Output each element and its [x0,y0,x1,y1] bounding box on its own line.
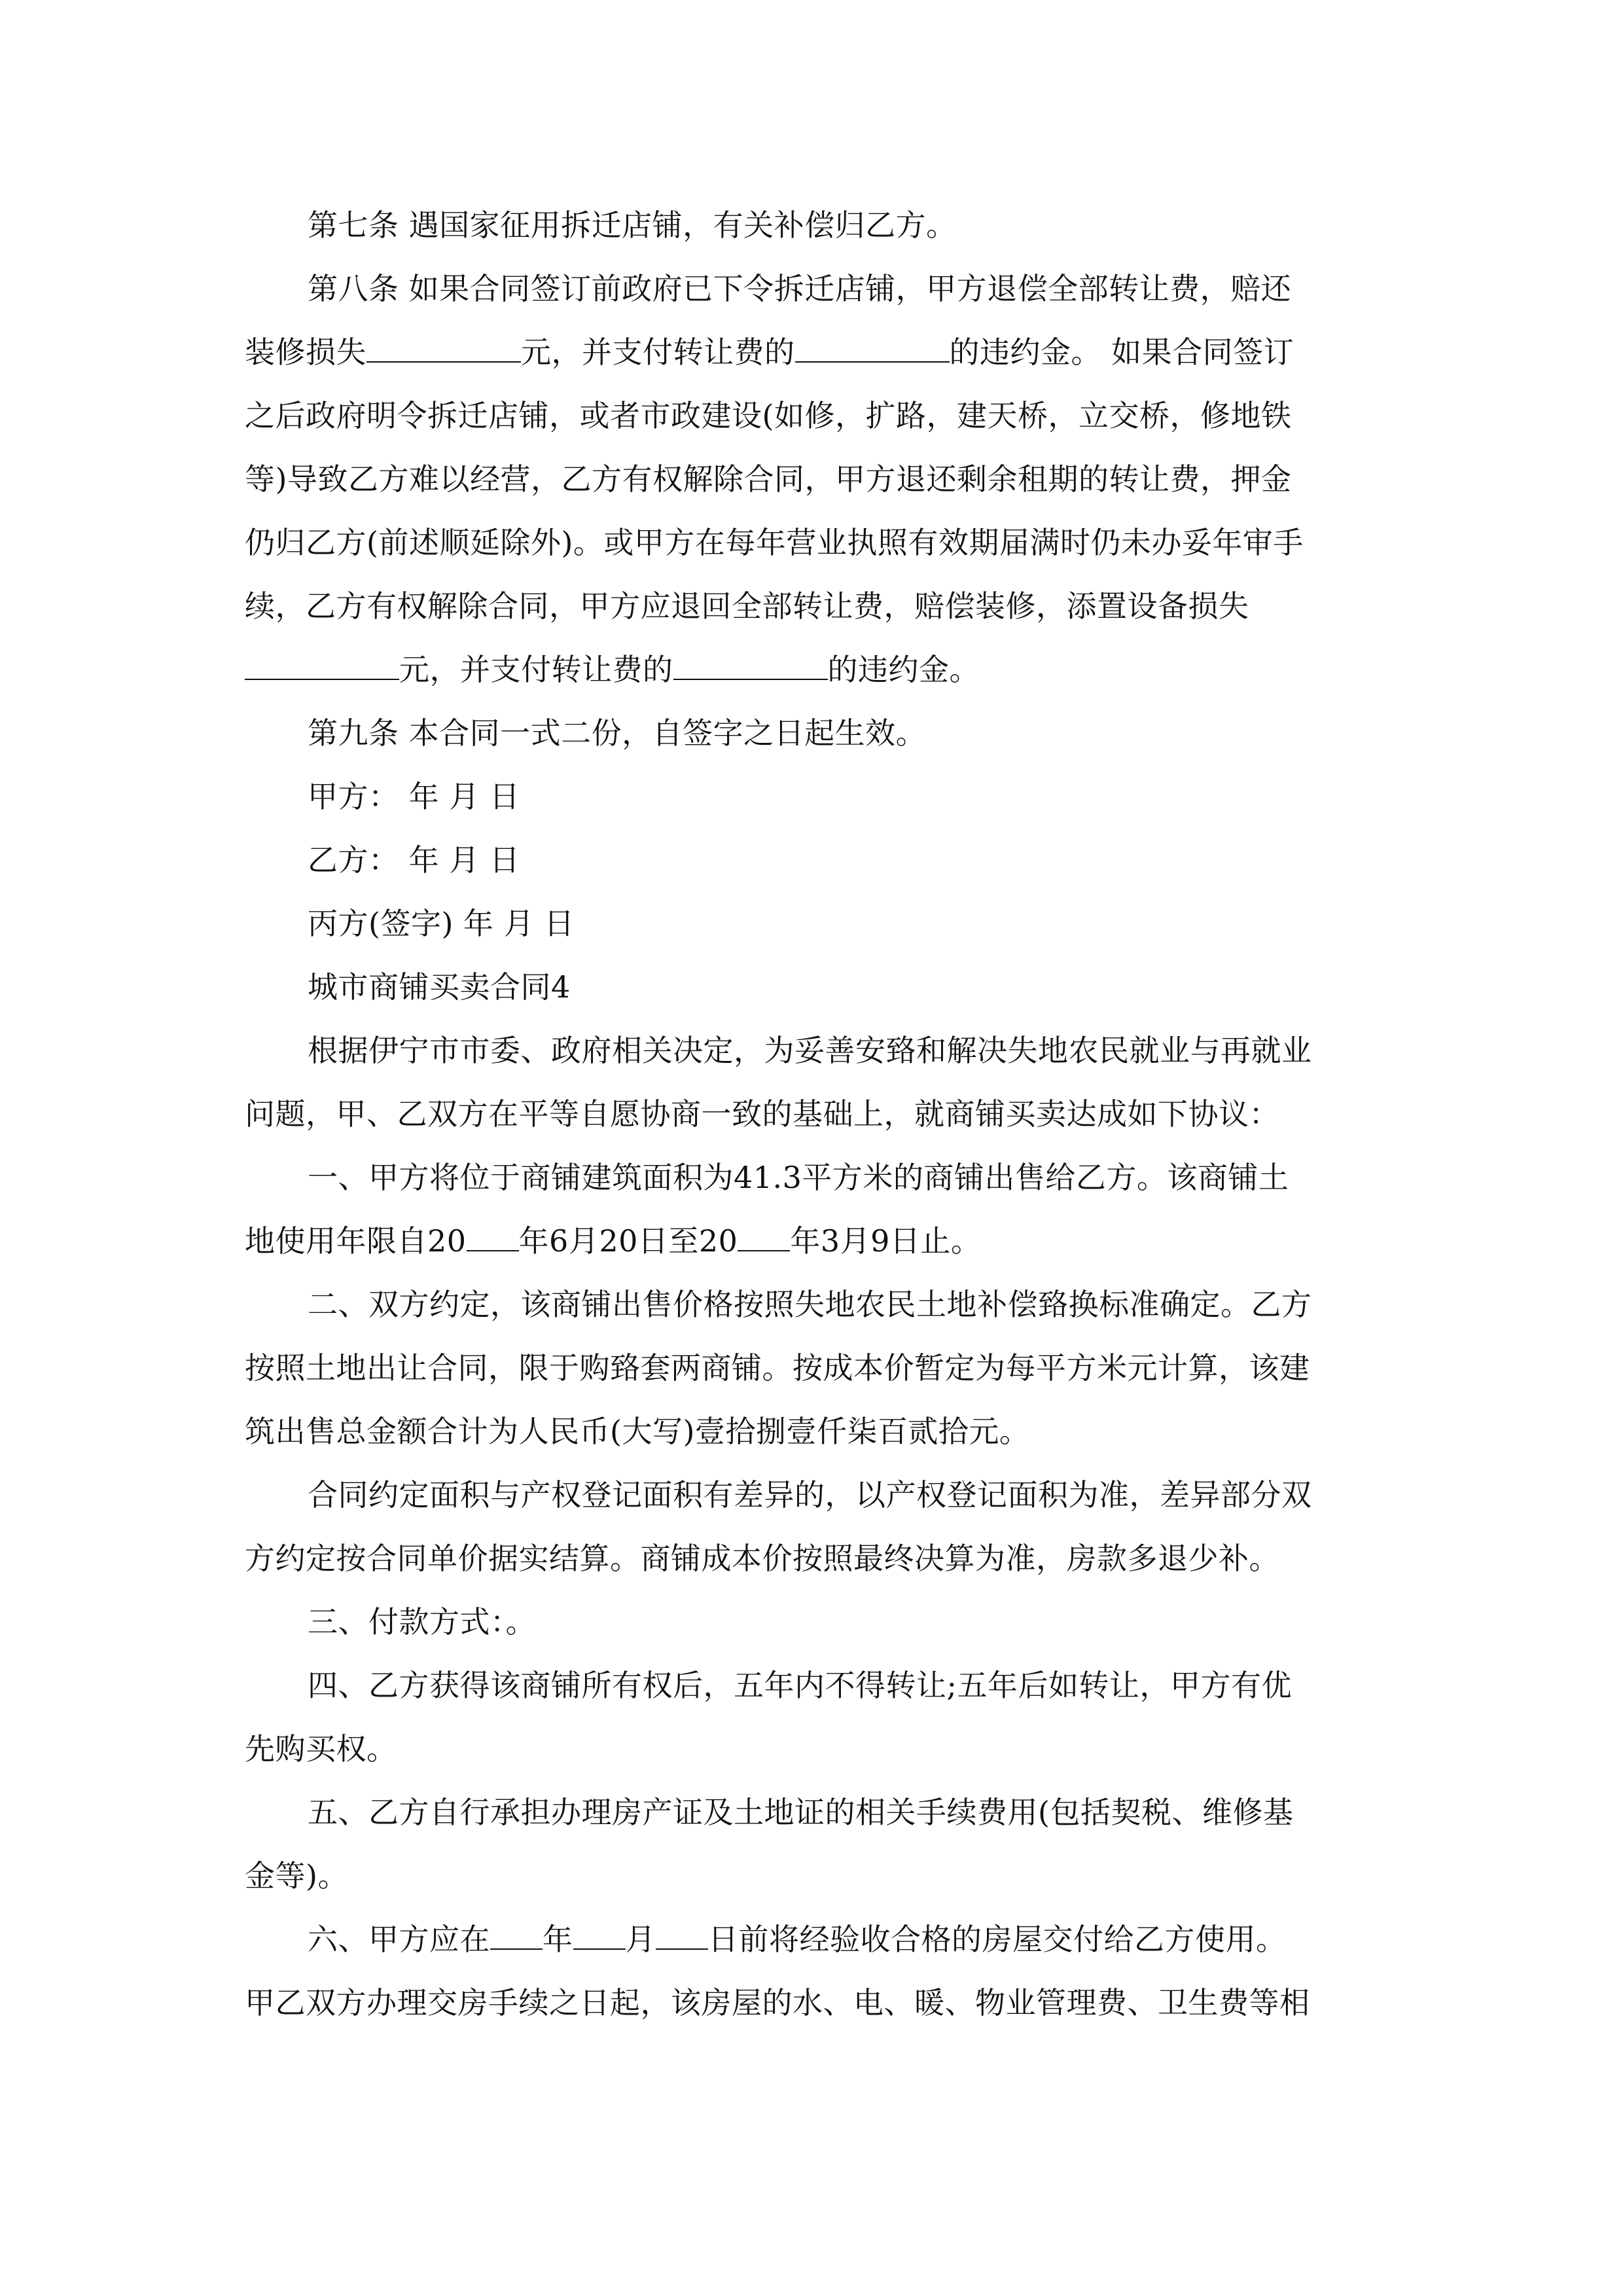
blank-field [738,1224,790,1251]
clause-4-line-1: 四、乙方获得该商铺所有权后，五年内不得转让;五年后如转让，甲方有优 [308,1668,1292,1703]
article-9: 第九条 本合同一式二份，自签字之日起生效。 [308,715,927,751]
article-7: 第七条 遇国家征用拆迁店铺，有关补偿归乙方。 [308,207,957,243]
article-8-line-5: 仍归乙方(前述顺延除外)。或甲方在每年营业执照有效期届满时仍未办妥年审手 [245,525,1304,560]
article-8-line-4: 等)导致乙方难以经营，乙方有权解除合同，甲方退还剩余租期的转让费，押金 [245,461,1292,497]
clause-2-line-3: 筑出售总金额合计为人民币(大写)壹拾捌壹仟柒百贰拾元。 [245,1414,1030,1449]
article-8-line-2: 装修损失 元，并支付转让费的 的违约金。 如果合同签订 [245,334,1294,370]
article-8-line-1: 第八条 如果合同签订前政府已下令拆迁店铺，甲方退偿全部转让费，赔还 [308,271,1292,306]
clause-5-line-1: 五、乙方自行承担办理房产证及土地证的相关手续费用(包括契税、维修基 [308,1795,1294,1830]
document-body [245,194,1383,2035]
article-8-line-6: 续，乙方有权解除合同，甲方应退回全部转让费，赔偿装修，添置设备损失 [245,588,1249,624]
clause-4-line-2: 先购买权。 [245,1731,397,1767]
article-8-line-3: 之后政府明令拆迁店铺，或者市政建设(如修，扩路，建天桥，立交桥，修地铁 [245,398,1292,433]
clause-5-line-2: 金等)。 [245,1858,348,1893]
clause-3: 三、付款方式：。 [308,1604,536,1640]
signature-party-a: 甲方： 年 月 日 [308,779,520,814]
preamble-line-2: 问题，甲、乙双方在平等自愿协商一致的基础上，就商铺买卖达成如下协议： [245,1096,1279,1132]
blank-field [673,653,828,680]
blank-field [366,335,521,363]
signature-party-b: 乙方： 年 月 日 [308,842,520,878]
blank-field [467,1224,519,1251]
blank-field [245,653,399,680]
signature-party-c: 丙方(签字) 年 月 日 [308,906,575,941]
preamble-line-1: 根据伊宁市市委、政府相关决定，为妥善安臵和解决失地农民就业与再就业 [308,1033,1312,1068]
clause-1-line-1: 一、甲方将位于商铺建筑面积为41.3平方米的商铺出售给乙方。该商铺土 [308,1160,1289,1195]
area-clause-line-2: 方约定按合同单价据实结算。商铺成本价按照最终决算为准，房款多退少补。 [245,1541,1279,1576]
clause-2-line-2: 按照土地出让合同，限于购臵套两商铺。按成本价暂定为每平方米元计算，该建 [245,1350,1310,1386]
blank-field [795,335,950,363]
clause-6-line-2: 甲乙双方办理交房手续之日起，该房屋的水、电、暖、物业管理费、卫生费等相 [245,1985,1310,2020]
blank-field [656,1922,708,1950]
area-clause-line-1: 合同约定面积与产权登记面积有差异的，以产权登记面积为准，差异部分双 [308,1477,1312,1513]
article-8-line-7: 元，并支付转让费的 的违约金。 [245,638,1383,702]
blank-field [573,1922,626,1950]
clause-6-line-1: 六、甲方应在 年 月 日前将经验收合格的房屋交付给乙方使用。 [308,1922,1287,1957]
clause-1-line-2: 地使用年限自20 年6月20日至20 年3月9日止。 [245,1223,982,1259]
contract-title: 城市商铺买卖合同4 [308,969,571,1005]
blank-field [490,1922,543,1950]
clause-2-line-1: 二、双方约定，该商铺出售价格按照失地农民土地补偿臵换标准确定。乙方 [308,1287,1312,1322]
